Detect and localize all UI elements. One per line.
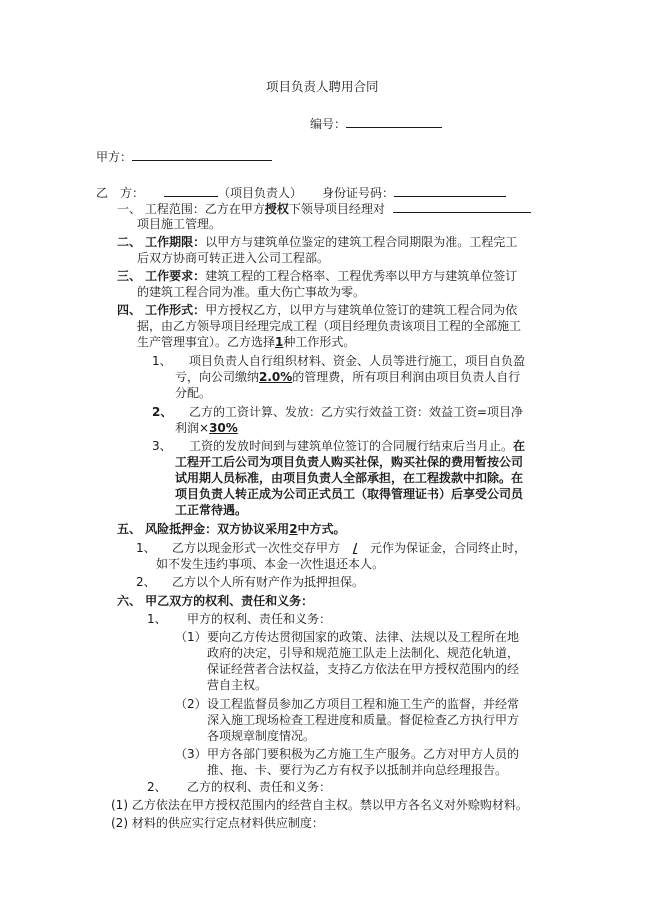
section-6-heading: 六、 甲乙双方的权利、责任和义务： [117, 594, 314, 608]
section-5-item-2-line-1: 乙方以个人所有财产作为抵押担保。 [172, 575, 365, 589]
party-a-duty-1-number: （1） [175, 630, 207, 644]
party-a-duty-1-line-4: 营自主权。 [207, 678, 268, 692]
deposit-amount: / [352, 541, 358, 555]
party-a-blank [132, 148, 272, 161]
section-3-text: 建筑工程的工程合格率、工程优秀率以甲方与建筑单位签订 [205, 269, 518, 283]
section-2-line-2: 后双方协商可转正进入公司工程部。 [137, 251, 330, 265]
management-fee-rate: 2.0% [259, 370, 293, 384]
contract-number [310, 115, 442, 132]
section-4-item-3-line-3: 试用期人员标准，由项目负责人全部承担，在工程拨款中扣除。在 [175, 471, 524, 485]
section-4-text: 甲方授权乙方，以甲方与建筑单位签订的建筑工程合同为依 [205, 303, 518, 317]
party-a-duty-2-line-2: 深入施工现场检查工程进度和质量。督促检查乙方执行甲方 [207, 713, 520, 727]
section-4-item-2-line-1: 乙方的工资计算、发放：乙方实行效益工资：效益工资=项目净 [189, 405, 524, 419]
section-5-item-1-line-1 [172, 540, 526, 556]
party-a-duty-3-line-1: 甲方各部门要积极为乙方施工生产服务。乙方对甲方人员的 [207, 747, 520, 761]
party-a-duty-2-line-3: 各项规章制度情况。 [207, 729, 316, 743]
contract-number-label: 编号： [310, 117, 347, 131]
section-4-line-2: 据，由乙方领导项目经理完成工程（项目经理负责该项目工程的全部施工 [137, 319, 522, 333]
party-a-duty-3-number: （3） [175, 747, 207, 761]
section-4-item-3-line-2: 工程开工后公司为项目负责人购买社保，购买社保的费用暂按公司 [175, 455, 524, 469]
section-4-item-1-line-3: 分配。 [175, 386, 212, 400]
section-6-sub-2-number: 2、 [147, 780, 167, 794]
section-4-item-2-line-2 [175, 420, 238, 436]
party-b-id-blank [394, 184, 506, 197]
section-4-choice-post: 种工作形式。 [283, 335, 356, 349]
section-2-heading: 二、 工作期限： [117, 235, 206, 249]
section-1-text: 乙方在甲方 [204, 202, 265, 216]
section-4-item-1-line-2 [175, 369, 520, 385]
section-5-heading: 五、 风险抵押金：双方协议采用 [117, 522, 290, 536]
party-b-role: （项目负责人） [218, 186, 303, 200]
party-a-duty-3-line-2: 推、拖、卡、要行为乙方有权予以抵制并向总经理报告。 [207, 763, 508, 777]
section-5-item-1-number: 1、 [136, 541, 156, 555]
party-a-label: 甲方： [96, 150, 133, 164]
section-4-item-1-line-1: 项目负责人自行组织材料、资金、人员等进行施工，项目自负盈 [189, 354, 526, 368]
section-6-sub-2-title: 乙方的权利、责任和义务： [187, 780, 332, 794]
section-3-line-2: 的建筑工程合同为准。重大伤亡事故为零。 [137, 285, 366, 299]
section-1-line-2: 项目施工管理。 [137, 217, 222, 231]
item-3-bold-start: 在 [513, 439, 526, 453]
section-4-item-3-line-4: 项目负责人转正成为公司正式员工（取得管理证书）后享受公司员 [175, 487, 524, 501]
party-a-duty-1-line-1: 要向乙方传达贯彻国家的政策、法律、法规以及工程所在地 [207, 630, 520, 644]
section-4-item-3-line-5: 工正常待遇。 [175, 503, 248, 517]
party-a-duty-1-line-2: 政府的决定，引导和规范施工队走上法制化、规范化轨道， [207, 646, 520, 660]
section-4-item-2-number: 2、 [152, 405, 173, 419]
item-1-fee-pre: 亏，向公司缴纳 [175, 370, 260, 384]
section-1-bold-term: 授权 [264, 202, 289, 216]
section-4-line-3 [137, 334, 355, 350]
party-b-line [96, 184, 506, 201]
section-3-heading: 三、 工作要求： [117, 269, 206, 283]
document-title: 项目负责人聘用合同 [266, 79, 379, 94]
item-2-profit-pre: 利润× [175, 421, 210, 435]
item-3-text: 工资的发放时间到与建筑单位签订的合同履行结束后当月止。 [189, 439, 514, 453]
party-b-id-label: 身份证号码： [322, 186, 395, 200]
party-b-right-2: (2) 材料的供应实行定点材料供应制度： [111, 816, 324, 830]
section-5-item-2-number: 2、 [136, 575, 156, 589]
section-4-item-3-number: 3、 [152, 439, 172, 453]
section-5-item-1-line-2: 如不发生违约事项、本金一次性退还本人。 [156, 557, 385, 571]
party-a-duty-2-line-1: 设工程监督员参加乙方项目工程和施工生产的监督，并经常 [207, 697, 520, 711]
party-a-line [96, 148, 272, 165]
section-1 [117, 200, 531, 217]
section-4-item-1-number: 1、 [152, 354, 172, 368]
item-1-fee-post: 的管理费，所有项目利润由项目负责人自行 [292, 370, 521, 384]
section-4-choice-value: 1 [275, 335, 284, 349]
section-4 [117, 302, 517, 318]
section-4-heading: 四、 工作形式： [117, 303, 206, 317]
section-4-choice-pre: 生产管理事宜）。乙方选择 [137, 335, 276, 349]
section-4-item-3-line-1 [189, 438, 525, 454]
deposit-pre: 乙方以现金形式一次性交存甲方 [172, 541, 341, 555]
section-5 [117, 521, 346, 537]
section-1-heading: 一、 工程范围： [117, 202, 205, 216]
section-5-choice-value: 2 [289, 522, 298, 536]
section-6-sub-1-title: 甲方的权利、责任和义务： [187, 612, 332, 626]
party-a-duty-1-line-3: 保证经营者合法权益，支持乙方依法在甲方授权范围内的经 [207, 662, 520, 676]
party-b-label: 乙 方： [96, 186, 145, 200]
section-2-text: 以甲方与建筑单位鉴定的建筑工程合同期限为准。工程完工 [205, 235, 518, 249]
section-1-text-cont: 下领导项目经理对 [288, 202, 385, 216]
party-a-duty-2-number: （2） [175, 697, 207, 711]
party-b-name-blank [164, 184, 218, 197]
party-b-right-1: (1) 乙方依法在甲方授权范围内的经营自主权。禁以甲方各名义对外赊购材料。 [111, 798, 528, 812]
deposit-post: 元作为保证金，合同终止时， [370, 541, 527, 555]
section-6-sub-1-number: 1、 [147, 612, 167, 626]
section-1-blank [393, 200, 531, 213]
section-2 [117, 234, 517, 250]
section-3 [117, 268, 517, 284]
section-5-tail: 中方式。 [297, 522, 346, 536]
contract-number-blank [346, 115, 442, 128]
performance-pay-rate: 30% [209, 421, 238, 435]
